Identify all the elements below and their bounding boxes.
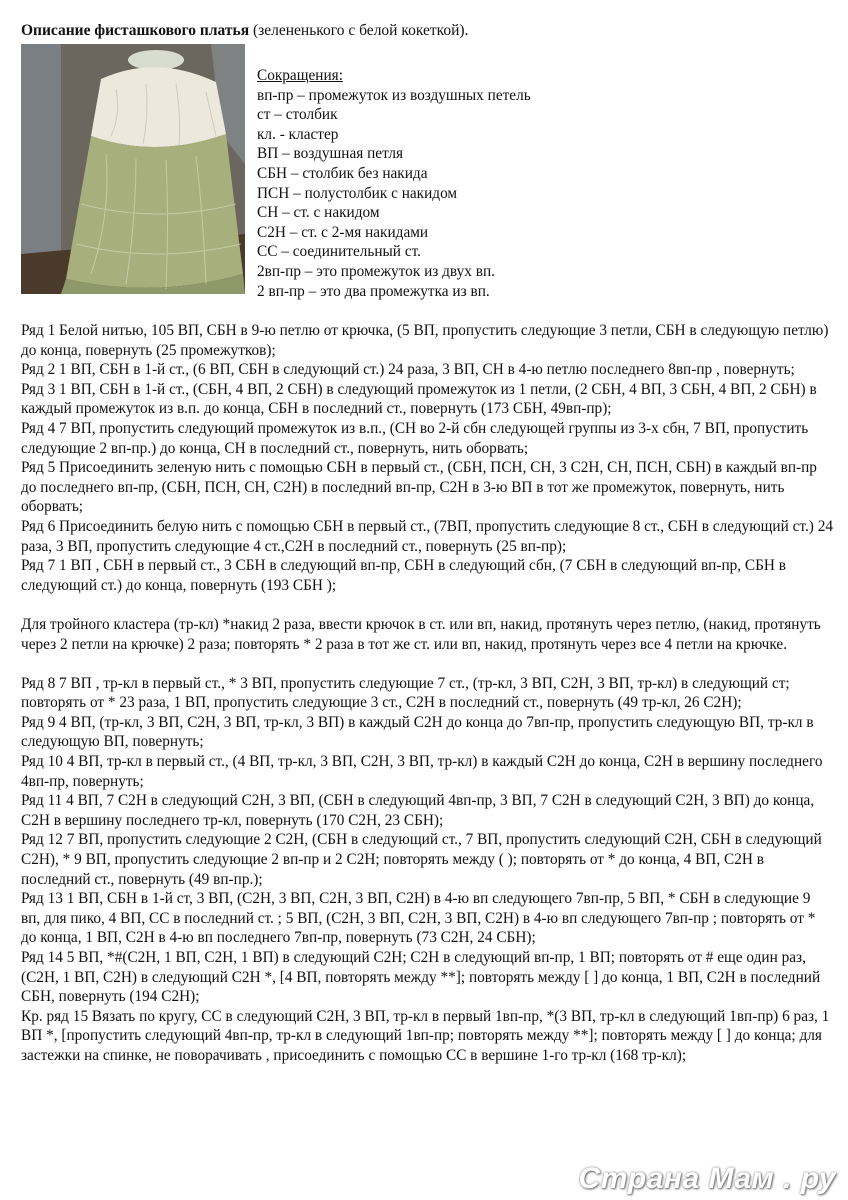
abbreviation-item: СС – соединительный ст. — [257, 243, 421, 261]
row-instruction: Кр. ряд 15 Вязать по кругу, СС в следующий С2Н, 3 ВП, тр-кл в первый 1вп-пр, *(3 ВП, тр-кл в следующий 1вп-пр) 6 раз, 1 ВП *, [пропустить следующий 4вп-пр, тр-кл в следующий 1вп-пр; повторять между **]; повторять между [ ] до конца; для застежки на спинке, не поворачивать , присоединить с помощью СС в вершине 1-го тр-кл (168 тр-кл); — [21, 1007, 830, 1064]
paragraph-gap — [21, 654, 833, 674]
row-instruction: Ряд 7 1 ВП , СБН в первый ст., 3 СБН в следующий вп-пр, СБН в следующий сбн, (7 СБН в следующий вп-пр, СБН в следующий ст.) до конца, повернуть (193 СБН ); — [21, 557, 787, 594]
row-instruction: Ряд 5 Присоединить зеленую нить с помощью СБН в первый ст., (СБН, ПСН, СН, 3 С2Н, СН, ПСН, СБН) в каждый вп-пр до последнего вп-пр, (СБН, ПСН, СН, С2Н) в последний вп-пр, С2Н в 3-ю ВП в тот же промежуток, повернуть, нить оборвать; — [21, 459, 817, 516]
row-instruction: Ряд 1 Белой нитью, 105 ВП, СБН в 9-ю петлю от крючка, (5 ВП, пропустить следующие 3 петли, СБН в следующую петлю) до конца, повернуть (25 промежутков); — [21, 322, 829, 359]
row-instruction: Ряд 9 4 ВП, (тр-кл, 3 ВП, С2Н, 3 ВП, тр-кл, 3 ВП) в каждый С2Н до конца до 7вп-пр, пропустить следующую ВП, тр-кл в следующую ВП, повернуть; — [21, 713, 814, 751]
dress-illustration — [21, 44, 245, 294]
document-title — [21, 22, 468, 40]
abbreviation-item: СБН – столбик без накида — [257, 164, 428, 182]
dress-photo — [21, 44, 245, 294]
abbreviation-item: кл. - кластер — [257, 125, 339, 143]
row-instruction: Ряд 4 7 ВП, пропустить следующий промежуток из в.п., (СН во 2-й сбн следующей группы из 3-х сбн, 7 ВП, пропустить следующие 2 вп-пр.) до конца, СН в последний ст., повернуть, нить оборвать; — [21, 419, 809, 457]
row-instruction: Ряд 14 5 ВП, *#(С2Н, 1 ВП, С2Н, 1 ВП) в следующий С2Н; С2Н в следующий вп-пр, 1 ВП; повторять от # еще один раз, (С2Н, 1 ВП, С2Н) в следующий С2Н *, [4 ВП, повторять между **]; повторять между [ ] до конца, 1 ВП, С2Н в последний СБН, повернуть (194 С2Н); — [21, 949, 821, 1006]
row-instruction: Ряд 2 1 ВП, СБН в 1-й ст., (6 ВП, СБН в следующий ст.) 24 раза, 3 ВП, СН в 4-ю петлю последнего 8вп-пр , повернуть; — [21, 361, 795, 379]
row-instruction: Ряд 12 7 ВП, пропустить следующие 2 С2Н, (СБН в следующий ст., 7 ВП, пропустить следующий С2Н, СБН в следующий С2Н), * 9 ВП, пропустить следующие 2 вп-пр и 2 С2Н; повторять между ( ); повторять от * до конца, 4 ВП, С2Н в последний ст., повернуть (49 вп-пр.); — [21, 831, 822, 888]
abbreviation-item: ВП – воздушная петля — [257, 145, 404, 163]
abbreviations-list — [257, 66, 531, 301]
abbreviation-item: С2Н – ст. с 2-мя накидами — [257, 223, 429, 241]
abbreviation-item: СН – ст. с накидом — [257, 204, 380, 222]
title-rest: (зелененького с белой кокеткой). — [249, 22, 469, 39]
cluster-note: Для тройного кластера (тр-кл) *накид 2 раза, ввести крючок в ст. или вп, накид, протянуть через петлю, (накид, протянуть через 2 петли на крючке) 2 раза; повторять * 2 раза в тот же ст. или вп, накид, протянуть через все 4 петли на крючке. — [21, 615, 821, 653]
abbreviation-item: 2вп-пр – это промежуток из двух вп. — [257, 262, 495, 280]
abbreviation-item: ст – столбик — [257, 106, 338, 124]
row-instruction: Ряд 6 Присоединить белую нить с помощью СБН в первый ст., (7ВП, пропустить следующие 8 ст., СБН в следующий ст.) 24 раза, 3 ВП, пропустить следующие 4 ст.,С2Н в последний ст., повернуть (25 вп-пр); — [21, 517, 833, 555]
abbreviations-heading: Сокращения: — [257, 67, 343, 84]
row-instruction: Ряд 11 4 ВП, 7 С2Н в следующий С2Н, 3 ВП, (СБН в следующий 4вп-пр, 3 ВП, 7 С2Н в следующий С2Н, 3 ВП) до конца, С2Н в вершину последнего тр-кл, повернуть (170 С2Н, 23 СБН); — [21, 792, 815, 829]
row-instruction: Ряд 10 4 ВП, тр-кл в первый ст., (4 ВП, тр-кл, 3 ВП, С2Н, 3 ВП, тр-кл) в каждый С2Н до конца, С2Н в вершину последнего 4вп-пр, повернуть; — [21, 753, 823, 790]
row-instruction: Ряд 13 1 ВП, СБН в 1-й ст, 3 ВП, (С2Н, 3 ВП, С2Н, 3 ВП, С2Н) в 4-ю вп следующего 7вп-пр, 5 ВП, * СБН в следующие 9 вп, для пико, 4 ВП, СС в последний ст. ; 5 ВП, (С2Н, 3 ВП, С2Н, 3 ВП, С2Н) в 4-ю вп следующего 7вп-пр ; повторять от * до конца, 1 ВП, С2Н в 4-ю вп последнего 7вп-пр, повернуть (73 С2Н, 24 СБН); — [21, 890, 816, 947]
abbreviation-item: вп-пр – промежуток из воздушных петель — [257, 86, 531, 104]
abbreviation-item: ПСН – полустолбик с накидом — [257, 184, 458, 202]
title-bold: Описание фисташкового платья — [21, 22, 250, 39]
row-instruction: Ряд 3 1 ВП, СБН в 1-й ст., (СБН, 4 ВП, 2 СБН) в следующий промежуток из 1 петли, (2 СБН, 4 ВП, 3 СБН, 4 ВП, 2 СБН) в каждый промежуток из в.п. до конца, СБН в последний ст., повернуть (173 СБН, 49вп-пр); — [21, 380, 817, 418]
row-instruction: Ряд 8 7 ВП , тр-кл в первый ст., * 3 ВП, пропустить следующие 7 ст., (тр-кл, 3 ВП, С2Н, 3 ВП, тр-кл) в следующий ст; повторять от * 23 раза, 1 ВП, пропустить следующие 3 ст., С2Н в последний ст., повернуть (49 тр-кл, 26 С2Н); — [21, 674, 790, 712]
pattern-instructions — [21, 321, 833, 1066]
paragraph-gap — [21, 595, 833, 615]
abbreviation-item: 2 вп-пр – это два промежутка из вп. — [257, 282, 490, 300]
site-watermark: Страна Мам . ру — [578, 1162, 836, 1195]
